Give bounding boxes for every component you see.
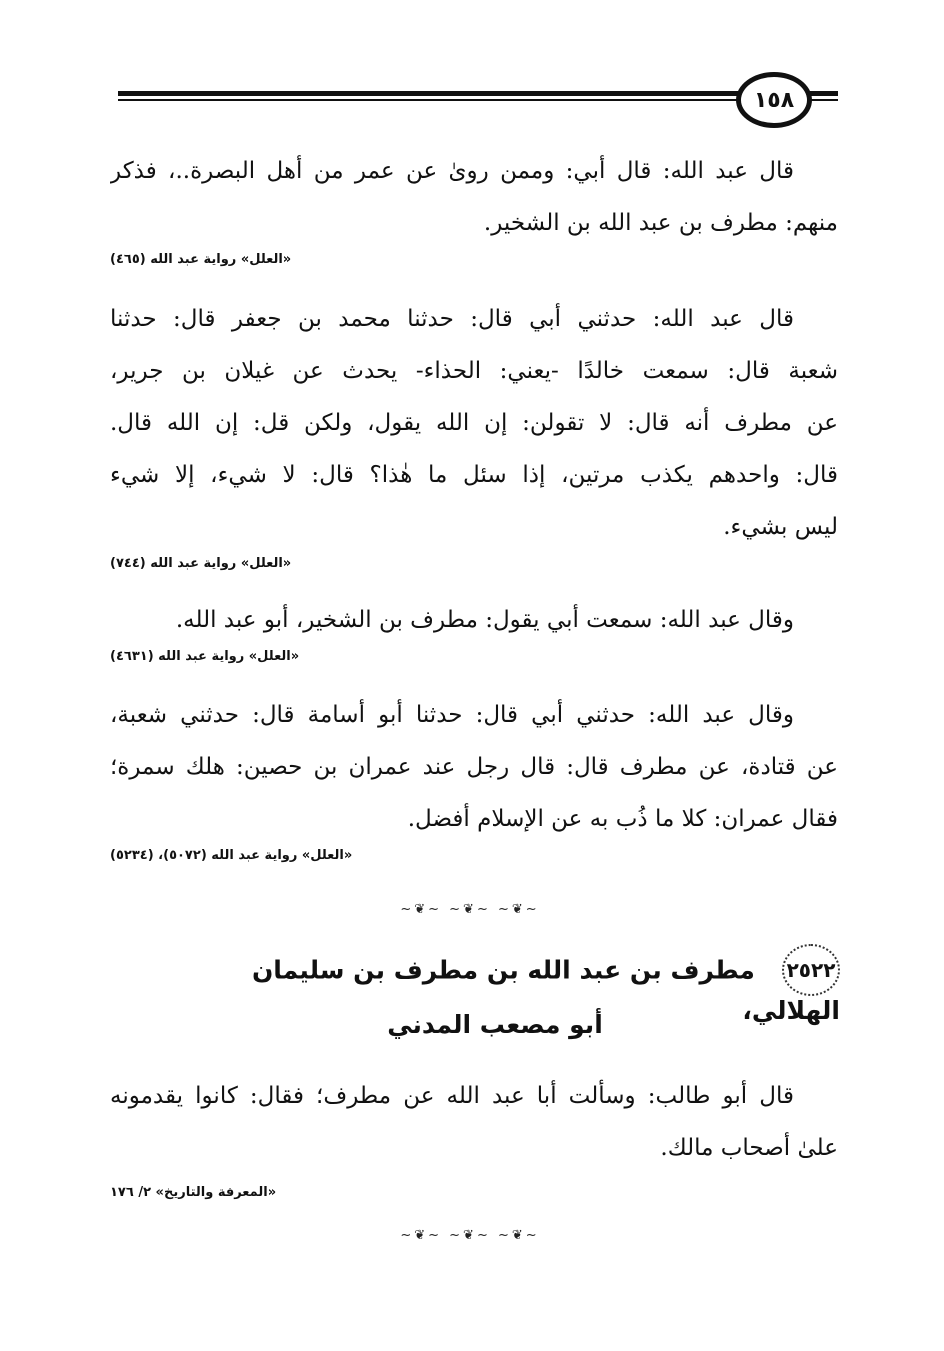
entry-number-badge: ٢٥٢٢ xyxy=(782,944,840,996)
text-line: قال: واحدهم يكذب مرتين، إذا سئل ما هٰذا؟ قال: لا شيء، إلا شيء xyxy=(110,462,838,488)
text-line: عن قتادة، عن مطرف قال: قال رجل عند عمران بن حصين: هلك سمرة؛ xyxy=(110,754,838,780)
text-line: منهم: مطرف بن عبد الله بن الشخير. xyxy=(483,210,838,236)
page-number-badge xyxy=(736,72,812,128)
header-rule-thick xyxy=(118,91,838,96)
text-line: قال عبد الله: حدثني أبي قال: حدثنا محمد بن جعفر قال: حدثنا xyxy=(110,306,794,332)
entry-title: مطرف بن عبد الله بن مطرف بن سليمان الهلالي، xyxy=(251,955,840,1025)
text-line: قال عبد الله: قال أبي: وممن روىٰ عن عمر من أهل البصرة..، فذكر xyxy=(110,158,794,184)
text-line: عن مطرف أنه قال: لا تقولن: إن الله يقول، ولكن قل: إن الله قال. xyxy=(110,410,838,436)
header-rule-thin xyxy=(118,99,838,101)
paragraph-4 xyxy=(110,689,838,867)
text-line: وقال عبد الله: حدثني أبي قال: حدثنا أبو أسامة قال: حدثني شعبة، xyxy=(110,702,794,728)
source-citation: «العلل» رواية عبد الله (٧٤٤) xyxy=(110,556,292,571)
ornament-divider: ~❦~ ~❦~ ~❦~ xyxy=(400,902,540,917)
source-citation: «المعرفة والتاريخ» ٢/ ١٧٦ xyxy=(110,1185,277,1200)
paragraph-2 xyxy=(110,293,838,575)
page-number: ١٥٨ xyxy=(753,87,795,113)
paragraph-1 xyxy=(110,145,838,271)
text-line: ليس بشيء. xyxy=(723,514,838,540)
paragraph-5 xyxy=(110,1070,838,1204)
paragraph-3 xyxy=(110,594,838,668)
source-citation: «العلل» رواية عبد الله (٤٦٣١) xyxy=(110,649,300,664)
source-citation: «العلل» رواية عبد الله (٤٦٥) xyxy=(110,252,292,267)
text-line: علىٰ أصحاب مالك. xyxy=(660,1135,838,1161)
ornament-divider: ~❦~ ~❦~ ~❦~ xyxy=(400,1228,540,1243)
text-line: شعبة قال: سمعت خالدًا -يعني: الحذاء- يحدث عن غيلان بن جرير، xyxy=(110,358,838,384)
source-citation: «العلل» رواية عبد الله (٥٠٧٢)، (٥٢٣٤) xyxy=(110,848,353,863)
text-line: فقال عمران: كلا ما ذُب به عن الإسلام أفضل. xyxy=(407,806,838,832)
text-line: قال أبو طالب: وسألت أبا عبد الله عن مطرف؛ فقال: كانوا يقدمونه xyxy=(110,1083,794,1109)
text-line: وقال عبد الله: سمعت أبي يقول: مطرف بن الشخير، أبو عبد الله. xyxy=(175,607,794,633)
entry-subtitle: أبو مصعب المدني xyxy=(387,1010,603,1039)
